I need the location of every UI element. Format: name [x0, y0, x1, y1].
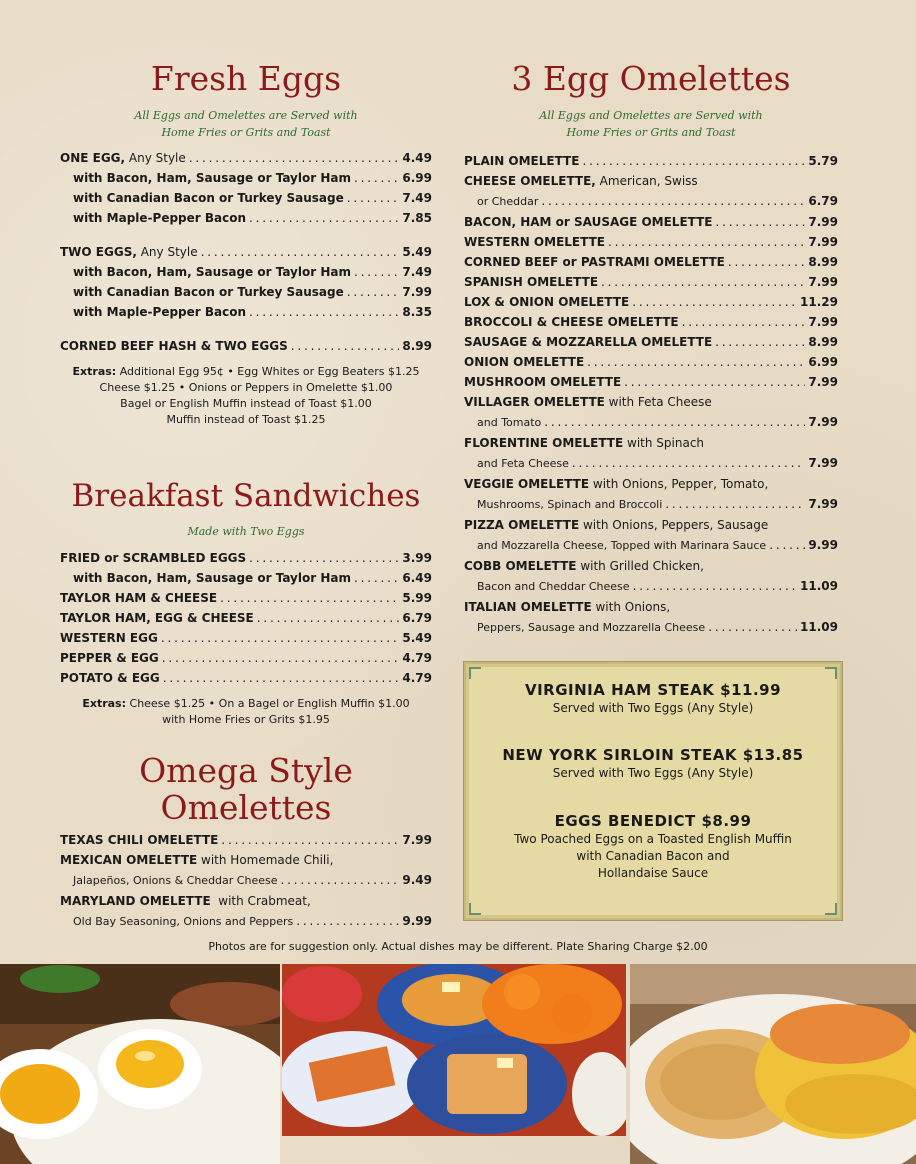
fresh-eggs-subtitle-1: All Eggs and Omelettes are Served with — [134, 109, 358, 122]
item-price: 6.79 — [808, 194, 838, 208]
fresh-eggs-extras — [60, 364, 432, 428]
menu-item-row — [60, 668, 432, 688]
item-name: with Bacon, Ham, Sausage or Taylor Ham — [73, 265, 351, 279]
menu-item-row — [60, 336, 432, 356]
dot-leader — [354, 262, 399, 282]
item-price: 5.99 — [402, 591, 432, 605]
footnote: Photos are for suggestion only. Actual dishes may be different. Plate Sharing Charge $2.00 — [208, 940, 708, 953]
dot-leader — [257, 608, 400, 628]
item-name: MARYLAND OMELETTE — [60, 894, 211, 908]
extras-line: with Home Fries or Grits $1.95 — [162, 713, 330, 726]
corner-ornament — [469, 667, 481, 679]
menu-item-row — [464, 597, 838, 617]
dot-leader — [587, 352, 805, 372]
menu-item-row — [464, 212, 838, 232]
item-price: 5.49 — [402, 631, 432, 645]
dot-leader — [249, 548, 399, 568]
item-name: SAUSAGE & MOZZARELLA OMELETTE — [464, 335, 713, 349]
item-price: 4.49 — [402, 151, 432, 165]
special-desc: Two Poached Eggs on a Toasted English Muffin — [514, 832, 792, 846]
dot-leader — [354, 568, 399, 588]
item-price: 3.99 — [402, 551, 432, 565]
menu-item-row — [60, 568, 432, 588]
menu-item-row — [60, 242, 432, 262]
item-description: with Onions, — [591, 600, 671, 614]
menu-item-row — [60, 891, 432, 911]
item-description: and Mozzarella Cheese, Topped with Marinara Sauce — [477, 539, 767, 552]
menu-item-row — [464, 494, 838, 515]
item-description: with Grilled Chicken, — [576, 559, 704, 573]
item-price: 5.79 — [808, 154, 838, 168]
menu-item-row — [60, 548, 432, 568]
dot-leader — [354, 168, 399, 188]
item-price: 7.99 — [808, 375, 838, 389]
item-name: BACON, HAM or SAUSAGE OMELETTE — [464, 215, 713, 229]
photo-fried-eggs — [0, 964, 280, 1164]
extras-line: Cheese $1.25 • On a Bagel or English Muffin $1.00 — [126, 697, 410, 710]
dot-leader — [632, 292, 797, 312]
dot-leader — [769, 535, 805, 555]
omega-title-1: Omega Style — [139, 751, 353, 790]
omelettes-subtitle-2: Home Fries or Grits and Toast — [566, 126, 736, 139]
menu-item-row — [60, 148, 432, 168]
dot-leader — [161, 628, 400, 648]
menu-item-row — [464, 515, 838, 535]
item-name: ONE EGG, — [60, 151, 126, 165]
menu-item-row — [464, 352, 838, 372]
item-price: 5.49 — [402, 245, 432, 259]
left-column — [60, 0, 432, 932]
menu-item-row — [60, 648, 432, 668]
sandwiches-list — [60, 548, 432, 688]
extras-line: Additional Egg 95¢ • Egg Whites or Egg Beaters $1.25 — [116, 365, 420, 378]
menu-item-row — [60, 911, 432, 932]
item-description: with Spinach — [623, 436, 705, 450]
item-price: 6.99 — [808, 355, 838, 369]
item-name: FLORENTINE OMELETTE — [464, 436, 624, 450]
extras-line: Bagel or English Muffin instead of Toast $1.00 — [120, 397, 372, 410]
sandwiches-subtitle: Made with Two Eggs — [187, 525, 305, 538]
extras-line: Muffin instead of Toast $1.25 — [166, 413, 326, 426]
corner-ornament — [825, 903, 837, 915]
item-description: Peppers, Sausage and Mozzarella Cheese — [477, 621, 706, 634]
dot-leader — [682, 312, 806, 332]
menu-item-row — [60, 870, 432, 891]
item-price: 7.85 — [402, 211, 432, 225]
menu-item-row — [60, 208, 432, 228]
dot-leader — [624, 372, 805, 392]
dot-leader — [582, 151, 805, 171]
item-price: 7.99 — [808, 456, 838, 470]
item-description: or Cheddar — [477, 195, 539, 208]
item-name: TAYLOR HAM & CHEESE — [60, 591, 218, 605]
item-price: 4.79 — [402, 671, 432, 685]
menu-item-row — [464, 617, 838, 638]
item-name: CORNED BEEF HASH & TWO EGGS — [60, 339, 288, 353]
dot-leader — [291, 336, 400, 356]
menu-item-row — [60, 588, 432, 608]
item-name: POTATO & EGG — [60, 671, 160, 685]
item-price: 7.99 — [808, 215, 838, 229]
item-description: with Crabmeat, — [210, 894, 311, 908]
special-desc: with Canadian Bacon and — [576, 849, 730, 863]
item-name: PLAIN OMELETTE — [464, 154, 580, 168]
sandwiches-extras — [60, 696, 432, 728]
dot-leader — [163, 668, 400, 688]
item-price: 6.99 — [402, 171, 432, 185]
menu-item-row — [464, 272, 838, 292]
dot-leader — [296, 911, 399, 931]
omelettes-list — [464, 151, 838, 638]
item-description: Any Style — [136, 245, 198, 259]
item-description: with Feta Cheese — [604, 395, 712, 409]
omega-list — [60, 830, 432, 932]
item-name: with Canadian Bacon or Turkey Sausage — [73, 191, 344, 205]
omega-title-2: Omelettes — [160, 788, 332, 827]
item-description: American, Swiss — [595, 174, 698, 188]
menu-item-row — [464, 292, 838, 312]
dot-leader — [249, 208, 399, 228]
menu-item-row — [60, 168, 432, 188]
item-price: 11.29 — [800, 295, 838, 309]
menu-item-row — [464, 474, 838, 494]
item-name: TWO EGGS, — [60, 245, 137, 259]
menu-item-row — [464, 232, 838, 252]
item-name: TAYLOR HAM, EGG & CHEESE — [60, 611, 254, 625]
item-price: 6.79 — [402, 611, 432, 625]
menu-item-row — [464, 535, 838, 556]
item-description: and Tomato — [477, 416, 542, 429]
item-price: 7.99 — [808, 235, 838, 249]
item-name: PEPPER & EGG — [60, 651, 159, 665]
dot-leader — [572, 453, 805, 473]
item-name: with Canadian Bacon or Turkey Sausage — [73, 285, 344, 299]
item-description: Jalapeños, Onions & Cheddar Cheese — [73, 874, 278, 887]
item-name: MEXICAN OMELETTE — [60, 853, 198, 867]
item-name: CORNED BEEF or PASTRAMI OMELETTE — [464, 255, 725, 269]
menu-item-row — [464, 392, 838, 412]
dot-leader — [201, 242, 400, 262]
item-name: MUSHROOM OMELETTE — [464, 375, 622, 389]
item-description: Mushrooms, Spinach and Broccoli — [477, 498, 663, 511]
dot-leader — [347, 188, 400, 208]
item-description: with Homemade Chili, — [197, 853, 334, 867]
item-name: with Bacon, Ham, Sausage or Taylor Ham — [73, 571, 351, 585]
menu-item-row — [60, 830, 432, 850]
dot-leader — [220, 588, 399, 608]
item-name: SPANISH OMELETTE — [464, 275, 599, 289]
menu-item-row — [464, 312, 838, 332]
dot-leader — [665, 494, 805, 514]
menu-item-row — [60, 262, 432, 282]
item-price: 7.49 — [402, 265, 432, 279]
special-ham-steak: VIRGINIA HAM STEAK $11.99 — [524, 681, 782, 699]
item-price: 7.99 — [402, 285, 432, 299]
item-price: 7.99 — [808, 497, 838, 511]
menu-item-row — [60, 302, 432, 322]
menu-item-row — [464, 372, 838, 392]
item-price: 7.99 — [402, 833, 432, 847]
item-name: VEGGIE OMELETTE — [464, 477, 590, 491]
specials-box — [464, 662, 842, 920]
item-price: 11.09 — [800, 620, 838, 634]
item-price: 8.99 — [808, 255, 838, 269]
item-name: with Maple-Pepper Bacon — [73, 305, 247, 319]
menu-item-row — [464, 556, 838, 576]
dot-leader — [708, 617, 797, 637]
extras-label: Extras: — [72, 365, 117, 378]
dot-leader — [347, 282, 400, 302]
menu-item-row — [464, 151, 838, 171]
dot-leader — [728, 252, 806, 272]
menu-item-row — [60, 628, 432, 648]
item-price: 7.49 — [402, 191, 432, 205]
item-name: with Maple-Pepper Bacon — [73, 211, 247, 225]
item-price: 7.99 — [808, 415, 838, 429]
item-price: 8.35 — [402, 305, 432, 319]
omelettes-subtitle-1: All Eggs and Omelettes are Served with — [539, 109, 763, 122]
item-price: 11.09 — [800, 579, 838, 593]
menu-item-row — [464, 433, 838, 453]
item-price: 9.49 — [402, 873, 432, 887]
dot-leader — [221, 830, 399, 850]
menu-item-row — [60, 608, 432, 628]
item-price: 9.99 — [402, 914, 432, 928]
menu-item-row — [464, 412, 838, 433]
item-price: 4.79 — [402, 651, 432, 665]
special-eggs-benedict: EGGS BENEDICT $8.99 — [554, 812, 752, 830]
special-desc: Served with Two Eggs (Any Style) — [552, 701, 754, 715]
extras-line: Cheese $1.25 • Onions or Peppers in Omelette $1.00 — [99, 381, 393, 394]
item-price: 7.99 — [808, 315, 838, 329]
item-name: ITALIAN OMELETTE — [464, 600, 592, 614]
item-price: 6.49 — [402, 571, 432, 585]
menu-item-row — [60, 188, 432, 208]
item-name: PIZZA OMELETTE — [464, 518, 580, 532]
item-description: Any Style — [125, 151, 186, 165]
menu-item-row — [464, 453, 838, 474]
item-description: with Onions, Peppers, Sausage — [579, 518, 769, 532]
item-name: CHEESE OMELETTE, — [464, 174, 596, 188]
item-name: COBB OMELETTE — [464, 559, 577, 573]
photo-pancakes-waffles — [282, 964, 626, 1136]
corner-ornament — [825, 667, 837, 679]
dot-leader — [249, 302, 399, 322]
item-name: with Bacon, Ham, Sausage or Taylor Ham — [73, 171, 351, 185]
dot-leader — [544, 412, 805, 432]
menu-item-row — [464, 332, 838, 352]
item-name: VILLAGER OMELETTE — [464, 395, 605, 409]
fresh-eggs-subtitle-2: Home Fries or Grits and Toast — [161, 126, 331, 139]
dot-leader — [541, 191, 805, 211]
item-name: BROCCOLI & CHEESE OMELETTE — [464, 315, 679, 329]
item-description: and Feta Cheese — [477, 457, 569, 470]
menu-item-row — [464, 171, 838, 191]
item-price: 8.99 — [402, 339, 432, 353]
menu-item-row — [464, 191, 838, 212]
menu-item-row — [60, 850, 432, 870]
right-column — [464, 0, 838, 638]
dot-leader — [716, 212, 806, 232]
extras-label: Extras: — [82, 697, 127, 710]
dot-leader — [162, 648, 400, 668]
dot-leader — [715, 332, 805, 352]
fresh-eggs-list — [60, 148, 432, 356]
item-price: 9.99 — [808, 538, 838, 552]
dot-leader — [633, 576, 797, 596]
dot-leader — [601, 272, 805, 292]
special-desc: Served with Two Eggs (Any Style) — [552, 766, 754, 780]
menu-item-row — [60, 282, 432, 302]
item-name: WESTERN OMELETTE — [464, 235, 605, 249]
item-price: 8.99 — [808, 335, 838, 349]
photo-omelette — [630, 964, 916, 1164]
dot-leader — [280, 870, 399, 890]
item-name: TEXAS CHILI OMELETTE — [60, 833, 219, 847]
fresh-eggs-title: Fresh Eggs — [150, 59, 342, 98]
menu-item-row — [464, 252, 838, 272]
breakfast-sandwiches-title: Breakfast Sandwiches — [71, 478, 421, 514]
menu-item-row — [464, 576, 838, 597]
special-sirloin-steak: NEW YORK SIRLOIN STEAK $13.85 — [502, 746, 804, 764]
item-name: ONION OMELETTE — [464, 355, 585, 369]
item-description: Bacon and Cheddar Cheese — [477, 580, 630, 593]
special-desc: Hollandaise Sauce — [597, 866, 709, 880]
item-price: 7.99 — [808, 275, 838, 289]
dot-leader — [189, 148, 400, 168]
corner-ornament — [469, 903, 481, 915]
dot-leader — [608, 232, 805, 252]
item-name: WESTERN EGG — [60, 631, 158, 645]
item-name: LOX & ONION OMELETTE — [464, 295, 630, 309]
omelettes-title: 3 Egg Omelettes — [511, 59, 791, 98]
item-description: with Onions, Pepper, Tomato, — [589, 477, 769, 491]
item-name: FRIED or SCRAMBLED EGGS — [60, 551, 247, 565]
item-description: Old Bay Seasoning, Onions and Peppers — [73, 915, 294, 928]
